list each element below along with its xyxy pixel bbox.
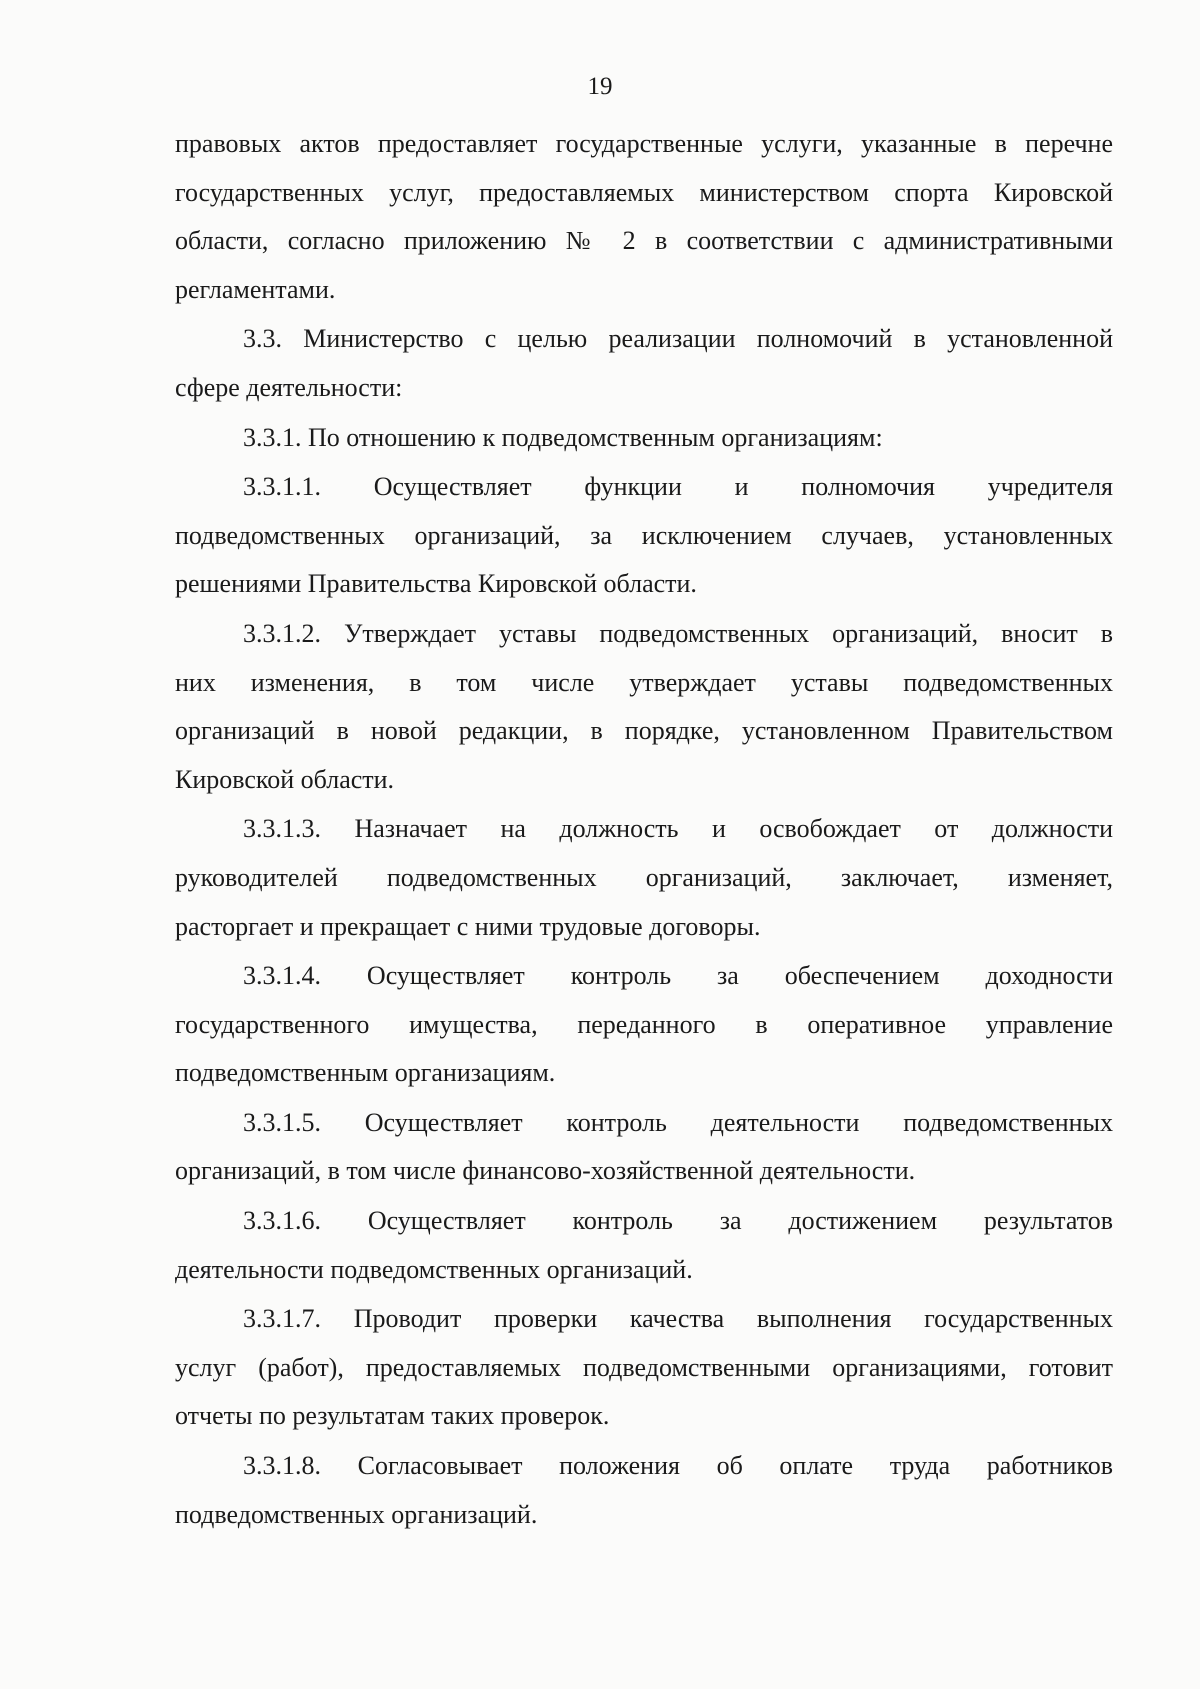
text-line: 3.3.1.2. Утверждает уставы подведомственных организаций, вносит в xyxy=(243,618,1113,648)
paragraph-p-3-3-1-6 xyxy=(175,1197,1113,1294)
text-line: 3.3.1.4. Осуществляет контроль за обеспечением доходности xyxy=(243,961,1113,991)
paragraph-p-3-3 xyxy=(175,315,1113,412)
text-line: 3.3.1.7. Проводит проверки качества выполнения государственных xyxy=(243,1304,1113,1334)
text-line: сфере деятельности: xyxy=(175,372,403,402)
text-line: государственного имущества, переданного в оперативное управление xyxy=(175,1009,1113,1039)
text-line: них изменения, в том числе утверждает уставы подведомственных xyxy=(175,667,1113,697)
text-line: 3.3.1.6. Осуществляет контроль за достижением результатов xyxy=(243,1206,1113,1236)
text-line: отчеты по результатам таких проверок. xyxy=(175,1401,610,1431)
paragraph-p-3-3-1-4 xyxy=(175,952,1113,1098)
text-line: руководителей подведомственных организаций, заключает, изменяет, xyxy=(175,862,1113,892)
text-line: 3.3.1.1. Осуществляет функции и полномочия учредителя xyxy=(243,472,1113,502)
text-line: правовых актов предоставляет государственные услуги, указанные в перечне xyxy=(175,129,1113,158)
paragraph-intro xyxy=(175,120,1113,314)
text-line: подведомственных организаций, за исключением случаев, установленных xyxy=(175,520,1113,550)
text-line: услуг (работ), предоставляемых подведомственными организациями, готовит xyxy=(175,1352,1113,1382)
paragraph-p-3-3-1 xyxy=(175,414,1113,463)
text-line: деятельности подведомственных организаций. xyxy=(175,1254,693,1284)
paragraph-p-3-3-1-3 xyxy=(175,805,1113,951)
text-line: Кировской области. xyxy=(175,764,395,794)
text-line: организаций, в том числе финансово-хозяйственной деятельности. xyxy=(175,1156,916,1186)
paragraph-p-3-3-1-2 xyxy=(175,610,1113,804)
paragraph-p-3-3-1-7 xyxy=(175,1295,1113,1441)
text-line: подведомственным организациям. xyxy=(175,1058,556,1088)
text-line: организаций в новой редакции, в порядке, установленном Правительством xyxy=(175,716,1113,746)
document-body xyxy=(175,120,1113,1540)
text-line: решениями Правительства Кировской области. xyxy=(175,569,697,599)
paragraph-p-3-3-1-5 xyxy=(175,1099,1113,1196)
text-line: 3.3.1.3. Назначает на должность и освобождает от должности xyxy=(243,814,1113,844)
text-line: расторгает и прекращает с ними трудовые договоры. xyxy=(175,911,761,941)
text-line: 3.3.1. По отношению к подведомственным организациям: xyxy=(243,422,883,452)
text-line: подведомственных организаций. xyxy=(175,1499,538,1529)
paragraph-p-3-3-1-8 xyxy=(175,1442,1113,1539)
page-number: 19 xyxy=(587,73,613,100)
paragraph-p-3-3-1-1 xyxy=(175,463,1113,609)
text-line: 3.3.1.8. Согласовывает положения об оплате труда работников xyxy=(243,1451,1113,1481)
text-line: государственных услуг, предоставляемых министерством спорта Кировской xyxy=(175,177,1113,207)
text-line: регламентами. xyxy=(175,274,336,304)
text-line: 3.3. Министерство с целью реализации полномочий в установленной xyxy=(243,324,1113,354)
text-line: 3.3.1.5. Осуществляет контроль деятельности подведомственных xyxy=(243,1107,1113,1137)
text-line: области, согласно приложению № 2 в соответствии с административными xyxy=(175,226,1113,256)
